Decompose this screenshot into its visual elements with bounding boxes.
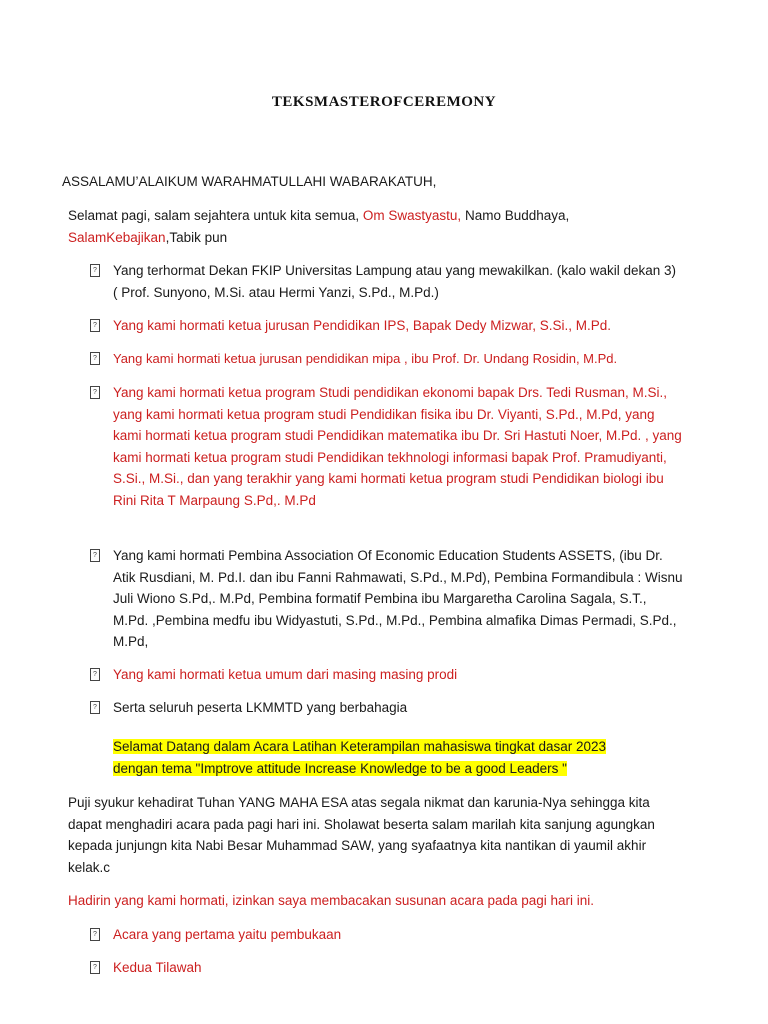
list-item-text: Yang terhormat Dekan FKIP Universitas Lampung atau yang mewakilkan. (kalo wakil dekan 3) ( Prof. Sunyono, M.Si. atau Hermi Yanzi, S.Pd., M.Pd.) xyxy=(113,263,677,300)
list-item-text: Acara yang pertama yaitu pembukaan xyxy=(113,927,342,942)
puji-paragraph: Puji syukur kehadirat Tuhan YANG MAHA ESA atas segala nikmat dan karunia-Nya sehingga kita dapat menghadiri acara pada pagi hari ini. Sholawat beserta salam marilah kita sanjung agungkan kepada junjungn kita Nabi Besar Muhammad SAW, yang syafaatnya kita nantikan di yaumil akhir kelak.c xyxy=(68,795,655,875)
greeting-red-2: SalamKebajikan xyxy=(68,229,166,245)
highlight-line-1: Selamat Datang dalam Acara Latihan Keterampilan mahasiswa tingkat dasar 2023 xyxy=(113,739,607,754)
bullet-box-icon: ? xyxy=(90,961,100,974)
opening-salam: ASSALAMU’ALAIKUM WARAHMATULLAHI WABARAKATUH, xyxy=(62,174,437,189)
bullet-box-icon: ? xyxy=(90,701,100,714)
list-item-text: Yang kami hormati ketua program Studi pendidikan ekonomi bapak Drs. Tedi Rusman, M.Si., yang kami hormati ketua program studi Pendidikan fisika ibu Dr. Viyanti, S.Pd., M.Pd, yang kami hormati ketua program studi Pendidikan matematika ibu Dr. Sri Hastuti Noer, M.Pd. , yang kami hormati ketua program studi Pendidikan tekhnologi informasi bapak Prof. Pramudiyanti, S.Si., M.Si., dan yang terakhir yang kami hormati ketua program studi Pendidikan biologi ibu Rini Rita T Marpaung S.Pd,. M.Pd xyxy=(113,385,682,508)
greeting-text-3: ,Tabik pun xyxy=(165,229,228,245)
document-title: TEKSMASTEROFCEREMONY xyxy=(271,94,497,110)
greeting-red-1: Om Swastyastu, xyxy=(362,208,462,223)
list-item-text: Serta seluruh peserta LKMMTD yang berbahagia xyxy=(113,700,408,715)
greeting-text-1: Selamat pagi, salam sejahtera untuk kita semua, xyxy=(68,208,363,223)
greeting-paragraph xyxy=(68,205,708,248)
list-item-text: Kedua Tilawah xyxy=(113,960,202,975)
highlight-line-2: dengan tema "Imptrove attitude Increase Knowledge to be a good Leaders " xyxy=(113,760,567,776)
list-item-text: Yang kami hormati ketua jurusan Pendidikan IPS, Bapak Dedy Mizwar, S.Si., M.Pd. xyxy=(113,318,611,333)
greeting-text-2: Namo Buddhaya, xyxy=(461,208,570,223)
list-item-text: Yang kami hormati Pembina Association Of Economic Education Students ASSETS, (ibu Dr. Atik Rusdiani, M. Pd.I. dan ibu Fanni Rahmawati, S.Pd., M.Pd), Pembina Formandibula : Wisnu Juli Wiono S.Pd,. M.Pd, Pembina formatif Pembina ibu Margaretha Carolina Sagala, S.T., M.Pd. ,Pembina medfu ibu Widyastuti, S.Pd., M.Pd., Pembina almafika Dimas Permadi, S.Pd., M.Pd, xyxy=(113,548,683,649)
bullet-box-icon: ? xyxy=(90,264,100,277)
bullet-box-icon: ? xyxy=(90,549,100,562)
bullet-box-icon: ? xyxy=(90,319,100,332)
welcome-highlight xyxy=(113,736,713,779)
list-item-text: Yang kami hormati ketua umum dari masing masing prodi xyxy=(113,667,458,682)
bullet-box-icon: ? xyxy=(90,352,100,365)
list-item-text: Yang kami hormati ketua jurusan pendidikan mipa , ibu Prof. Dr. Undang Rosidin, M.Pd. xyxy=(113,351,618,366)
bullet-box-icon: ? xyxy=(90,928,100,941)
bullet-box-icon: ? xyxy=(90,386,100,399)
bullet-box-icon: ? xyxy=(90,668,100,681)
hadirin-paragraph: Hadirin yang kami hormati, izinkan saya membacakan susunan acara pada pagi hari ini. xyxy=(68,893,595,908)
